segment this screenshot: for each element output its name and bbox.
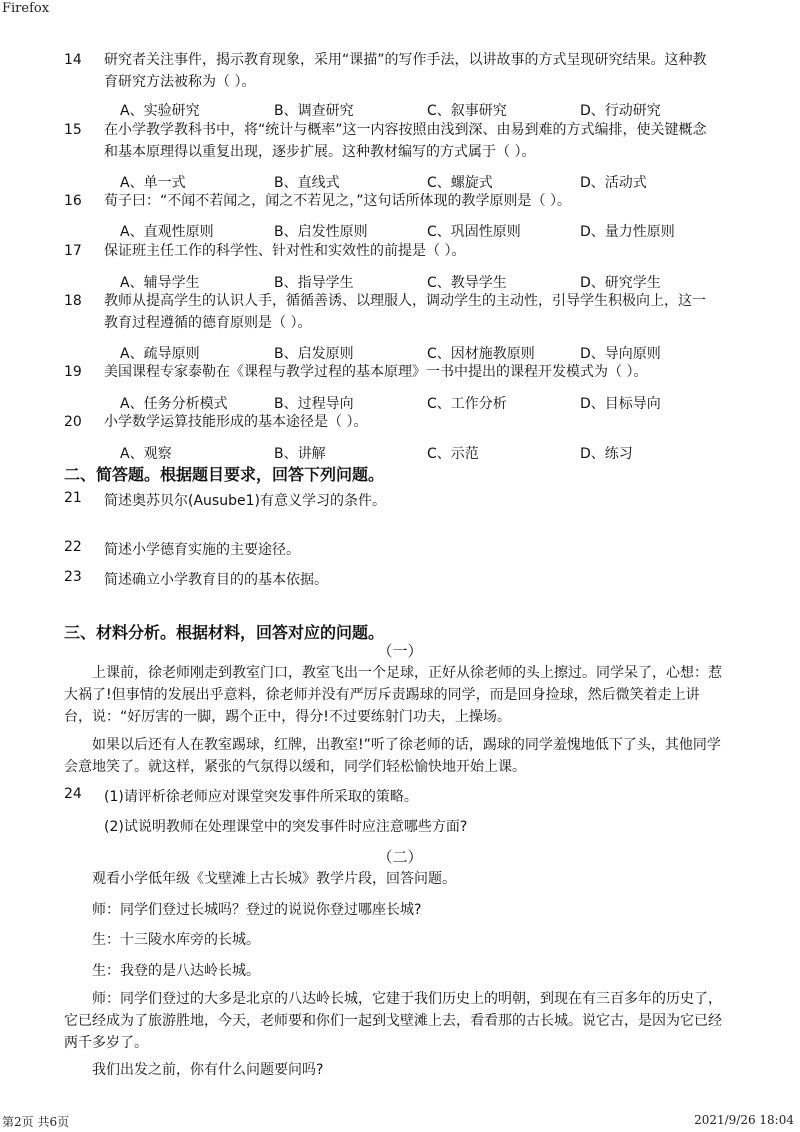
option-a: A、实验研究 bbox=[120, 103, 200, 119]
question-number: 14 bbox=[64, 52, 82, 68]
option-a: A、观察 bbox=[120, 446, 172, 462]
question-number: 24 bbox=[64, 786, 82, 802]
question-options bbox=[120, 221, 740, 241]
option-a: A、单一式 bbox=[120, 175, 186, 191]
option-a: A、辅导学生 bbox=[120, 275, 200, 291]
section2-title: 二、简答题。根据题目要求，回答下列问题。 bbox=[64, 465, 385, 484]
option-d: D、练习 bbox=[580, 446, 633, 462]
option-d: D、导向原则 bbox=[580, 346, 661, 362]
option-c: C、工作分析 bbox=[427, 396, 507, 412]
question-text: 简述小学德育实施的主要途径。 bbox=[104, 542, 300, 558]
option-b: B、启发性原则 bbox=[274, 224, 368, 240]
question-number: 23 bbox=[64, 569, 82, 585]
question-number: 18 bbox=[64, 293, 82, 309]
option-b: B、指导学生 bbox=[274, 275, 354, 291]
question-text: 在小学教学教科书中，将“统计与概率”这一内容按照由浅到深、由易到难的方式编排，使关键概念 和基本原理得以重复出现，逐步扩展。这种教材编写的方式属于（ ）。 bbox=[104, 122, 707, 160]
option-a: A、直观性原则 bbox=[120, 224, 214, 240]
option-c: C、因材施教原则 bbox=[427, 346, 535, 362]
question-text: 荀子曰：“不闻不若闻之，闻之不若见之，”这句话所体现的教学原则是（ ）。 bbox=[104, 193, 571, 209]
material-intro: 观看小学低年级《戈壁滩上古长城》教学片段，回答问题。 bbox=[92, 871, 456, 887]
question-options bbox=[120, 443, 740, 463]
question-text: 小学数学运算技能形成的基本途径是（ ）。 bbox=[104, 414, 368, 430]
dialogue-line: 生：我登的是八达岭长城。 bbox=[92, 963, 260, 979]
question-text: 研究者关注事件，揭示教育现象，采用“课描”的写作手法，以讲故事的方式呈现研究结果。这种教 育研究方法被称为（ ）。 bbox=[104, 52, 707, 90]
option-b: B、讲解 bbox=[274, 446, 326, 462]
dialogue-line: 师：同学们登过长城吗？登过的说说你登过哪座长城? bbox=[92, 902, 422, 918]
material-heading-1: （一） bbox=[377, 642, 423, 660]
option-d: D、行动研究 bbox=[580, 103, 661, 119]
material-paragraph: 上课前，徐老师刚走到教室门口，教室飞出一个足球，正好从徐老师的头上擦过。同学呆了，心想：惹大祸了!但事情的发展出乎意料，徐老师并没有严厉斥责踢球的同学，而是回身捡球，然后微笑着走上讲台，说：“好厉害的一脚，踢个正中，得分!不过要练射门功夫，上操场。 bbox=[64, 665, 722, 725]
question-number: 20 bbox=[64, 414, 82, 430]
dialogue-line: 我们出发之前，你有什么问题要问吗? bbox=[92, 1062, 324, 1078]
print-datetime: 2021/9/26 18:04 bbox=[694, 1113, 794, 1127]
question-number: 16 bbox=[64, 193, 82, 209]
question-number: 21 bbox=[64, 490, 82, 506]
option-c: C、示范 bbox=[427, 446, 479, 462]
question-options bbox=[120, 393, 740, 413]
question-text: 保证班主任工作的科学性、针对性和实效性的前提是（ ）。 bbox=[104, 243, 466, 259]
dialogue-line: 生：十三陵水库旁的长城。 bbox=[92, 932, 260, 948]
question-options bbox=[120, 172, 740, 192]
question-number: 19 bbox=[64, 364, 82, 380]
material-paragraph: 如果以后还有人在教室踢球，红牌，出教室!”听了徐老师的话，踢球的同学羞愧地低下了头，其他同学会意地笑了。就这样，紧张的气氛得以缓和，同学们轻松愉快地开始上课。 bbox=[64, 737, 721, 775]
question-text: (1)请评析徐老师应对课堂突发事件所采取的策略。 bbox=[104, 789, 418, 805]
option-d: D、活动式 bbox=[580, 175, 647, 191]
question-options bbox=[120, 343, 740, 363]
option-d: D、目标导向 bbox=[580, 396, 661, 412]
subquestion-text: (2)试说明教师在处理课堂中的突发事件时应注意哪些方面? bbox=[104, 819, 468, 835]
option-c: C、巩固性原则 bbox=[427, 224, 521, 240]
dialogue-paragraph: 师：同学们登过的大多是北京的八达岭长城，它建于我们历史上的明朝，到现在有三百多年的历史了，它已经成为了旅游胜地，今天，老师要和你们一起到戈壁滩上去，看看那的古长城。说它古，是因为它已经两千多岁了。 bbox=[64, 991, 722, 1051]
material-heading-2: （二） bbox=[377, 848, 423, 866]
option-a: A、疏导原则 bbox=[120, 346, 200, 362]
question-number: 17 bbox=[64, 243, 82, 259]
option-b: B、过程导向 bbox=[274, 396, 354, 412]
browser-title: Firefox bbox=[2, 1, 50, 16]
option-d: D、研究学生 bbox=[580, 275, 661, 291]
question-number: 22 bbox=[64, 539, 82, 555]
option-c: C、教导学生 bbox=[427, 275, 507, 291]
question-number: 15 bbox=[64, 122, 82, 138]
question-text: 教师从提高学生的认识人手，循循善诱、以理服人，调动学生的主动性，引导学生积极向上，这一 教育过程遵循的德育原则是（ ）。 bbox=[104, 293, 706, 331]
option-b: B、直线式 bbox=[274, 175, 340, 191]
question-text: 美国课程专家泰勒在《课程与教学过程的基本原理》一书中提出的课程开发模式为（ ）。 bbox=[104, 364, 648, 380]
question-text: 简述奥苏贝尔(Ausube1)有意义学习的条件。 bbox=[104, 493, 386, 509]
section3-title: 三、材料分析。根据材料，回答对应的问题。 bbox=[64, 623, 385, 642]
question-options bbox=[120, 100, 740, 120]
option-b: B、调查研究 bbox=[274, 103, 354, 119]
option-a: A、任务分析模式 bbox=[120, 396, 228, 412]
option-d: D、量力性原则 bbox=[580, 224, 675, 240]
page-indicator: 第2页 共6页 bbox=[2, 1115, 70, 1129]
option-c: C、叙事研究 bbox=[427, 103, 507, 119]
option-b: B、启发原则 bbox=[274, 346, 354, 362]
question-options bbox=[120, 272, 740, 292]
question-text: 简述确立小学教育目的的基本依据。 bbox=[104, 572, 328, 588]
option-c: C、螺旋式 bbox=[427, 175, 493, 191]
